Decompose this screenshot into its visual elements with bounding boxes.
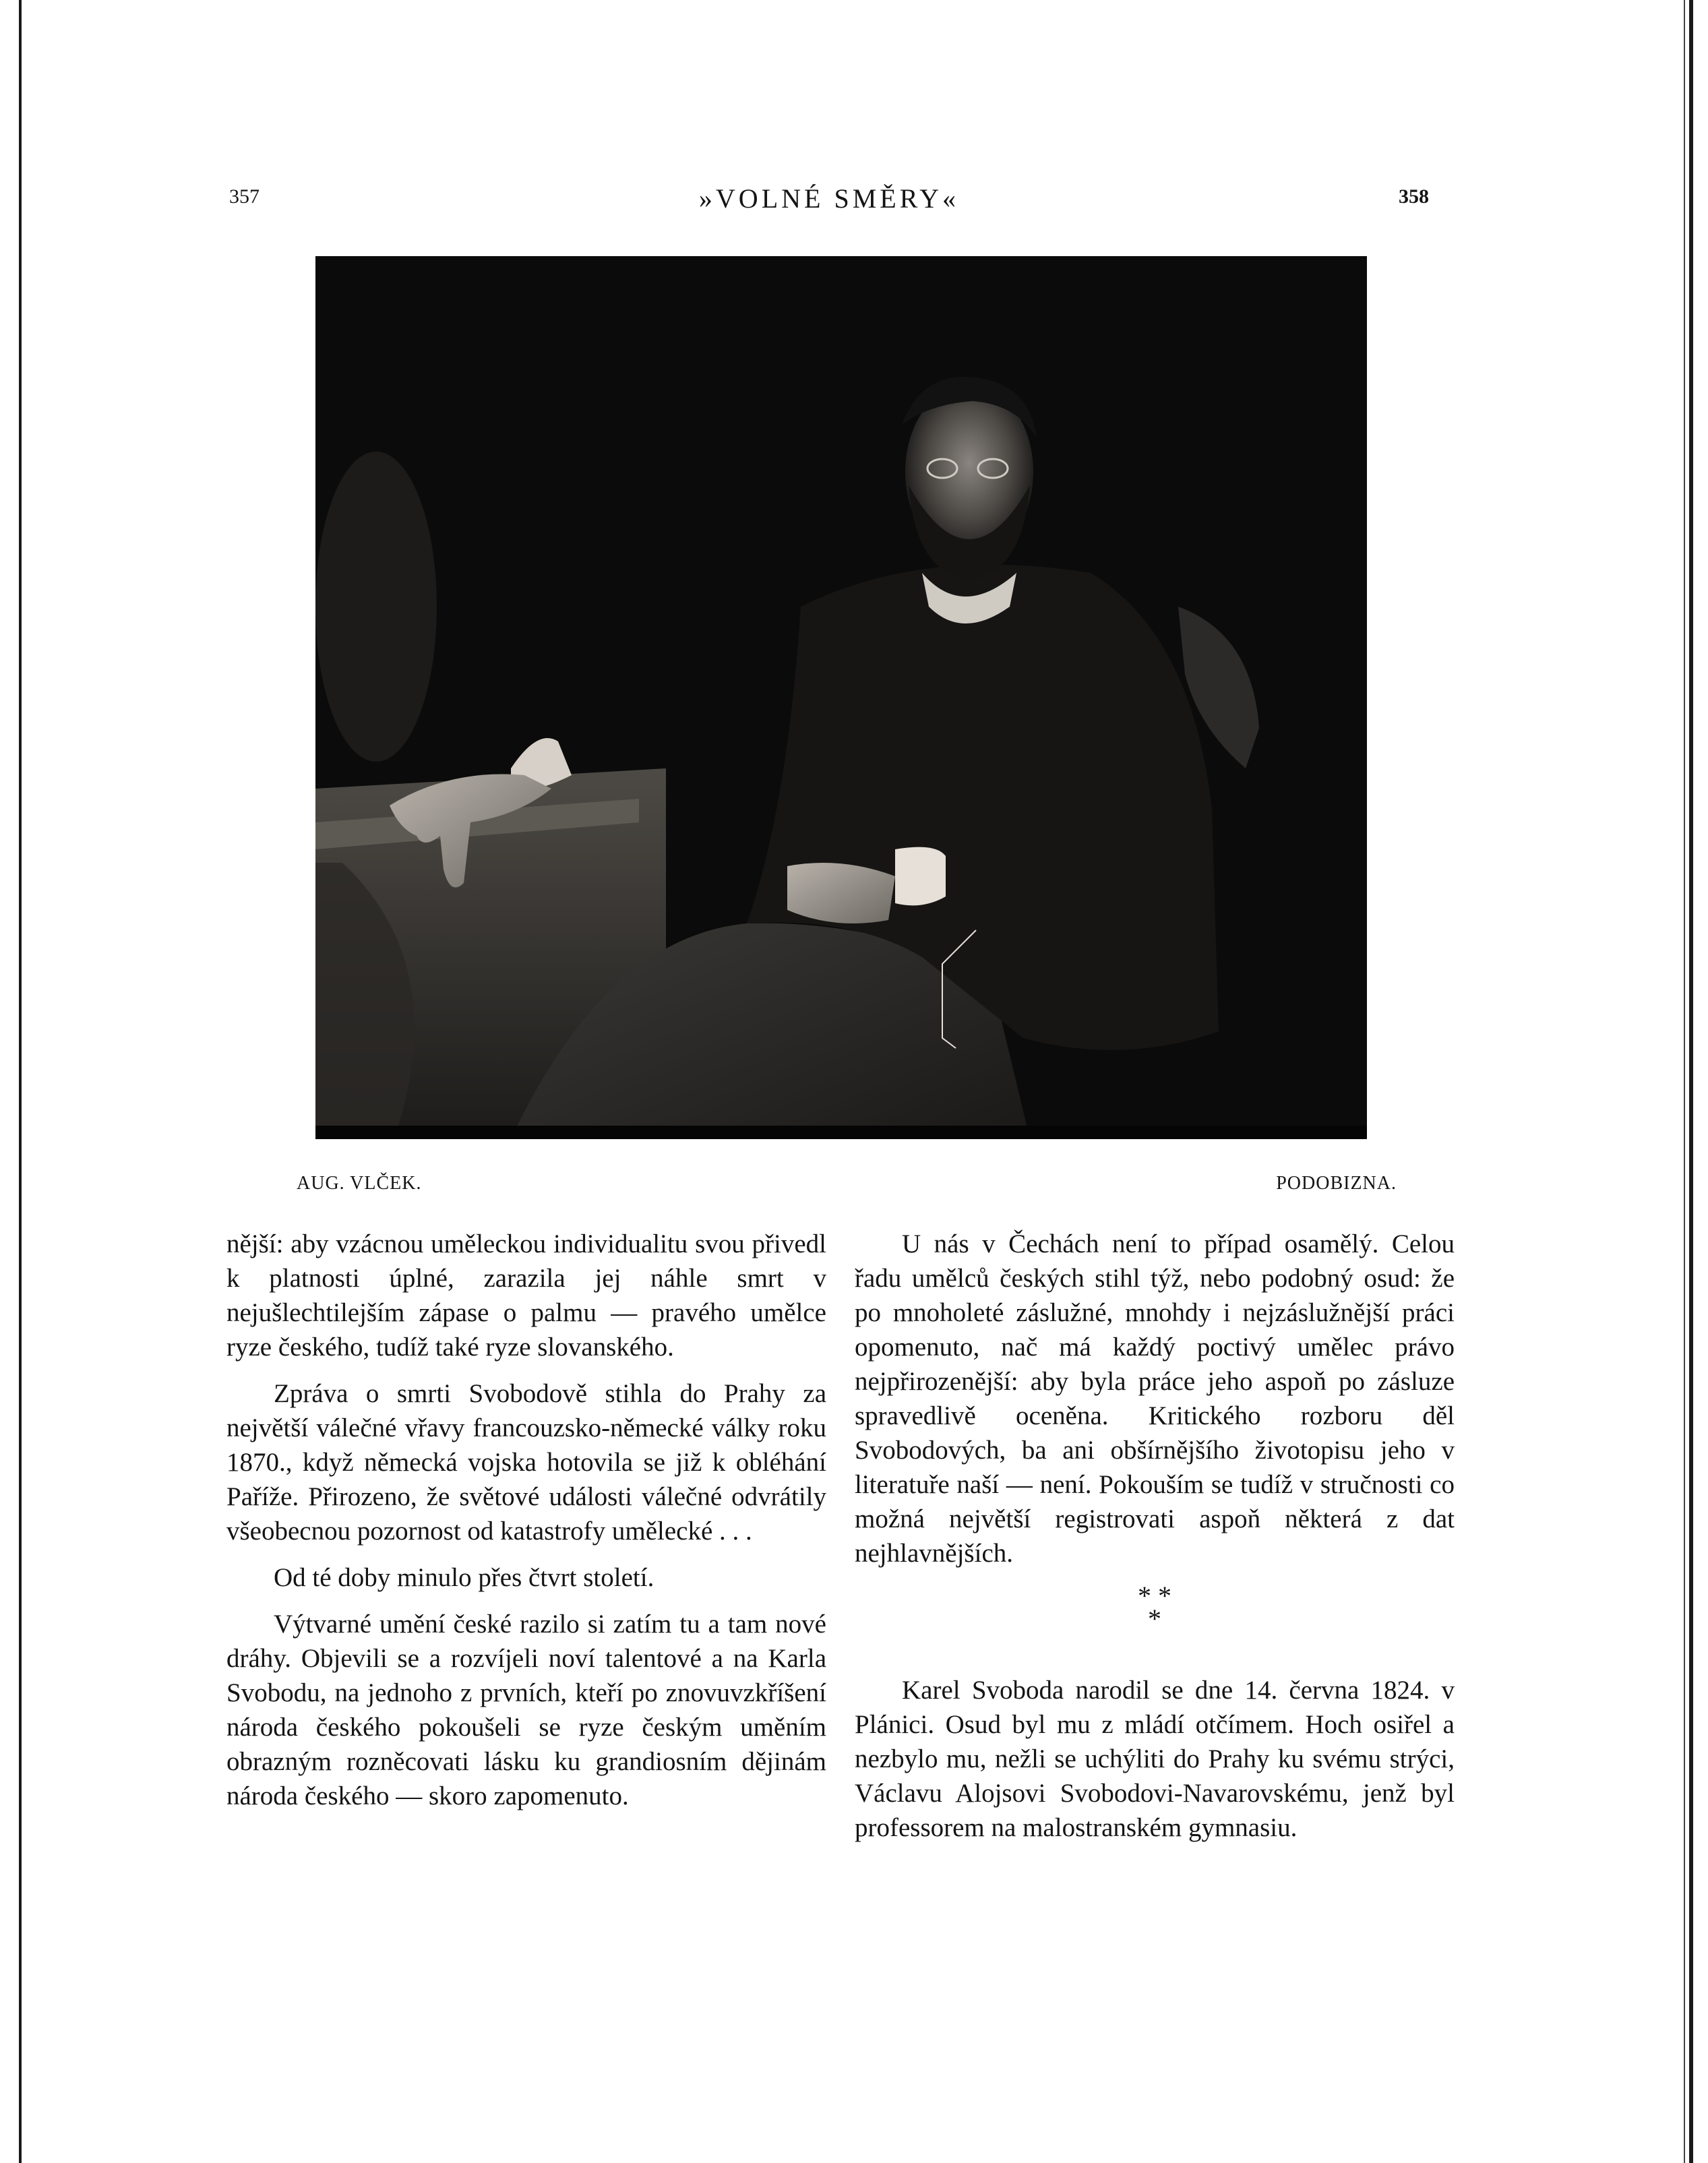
portrait-image	[315, 256, 1367, 1139]
paragraph: nější: aby vzácnou uměleckou individualitu svou přivedl k platnosti úplné, zarazila jej náhle smrt v nejušlechtilejším zápase o palmu — pravého umělce ryze českého, tudíž také ryze slovanského.	[226, 1229, 826, 1362]
scan-edge-inner	[1684, 0, 1685, 2163]
paragraph: Výtvarné umění české razilo si zatím tu a tam nové dráhy. Objevili se a rozvíjeli noví talentové a na Karla Svobodu, na jednoho z prvních, kteří po znovuvzkříšení národa českého pokoušeli se ryze českým uměním obrazným rozněcovati lásku ku grandiosním dějinám národa českého — skoro zapomenuto.	[226, 1610, 826, 1810]
caption-artist: AUG. VLČEK.	[297, 1173, 422, 1194]
paragraph: Zpráva o smrti Svobodově stihla do Prahy za největší válečné vřavy francouzsko-německé války roku 1870., když německá vojska hotovila se již k obléhání Paříže. Přirozeno, že světové události válečné odvrátily všeobecnou pozornost od katastrofy umělecké . . .	[226, 1379, 826, 1546]
divider-stars-bottom: *	[1148, 1604, 1161, 1634]
left-column	[226, 1227, 826, 1825]
paragraph: Od té doby minulo přes čtvrt století.	[274, 1563, 654, 1592]
scan-edge	[1689, 0, 1693, 2163]
section-divider	[855, 1583, 1455, 1633]
page-number-left: 357	[229, 185, 260, 208]
page-number-right: 358	[1399, 185, 1429, 208]
paragraph: U nás v Čechách není to případ osamělý. Celou řadu umělců českých stihl týž, nebo podobný osud: že po mnoholeté záslužné, mnohdy i nejzáslužnější práci opomenuto, nač má každý poctivý umělec právo nejpřirozenější: aby byla práce jeho aspoň po zásluze spravedlivě oceněna. Kritického rozboru děl Svobodových, ba ani obšírnějšího životopisu jeho v literatuře naší — není. Pokouším se tudíž v stručnosti co možná největší registrovati aspoň některá z dat nejhlavnějších.	[855, 1229, 1455, 1568]
caption-title: PODOBIZNA.	[1276, 1173, 1397, 1194]
paragraph: Karel Svoboda narodil se dne 14. června 1824. v Plánici. Osud byl mu z mládí otčímem. Hoch osiřel a nezbylo mu, nežli se uchýliti do Prahy ku svému strýci, Václavu Alojsovi Svobodovi-Navarovskému, jenž byl professorem na malostranském gymnasiu.	[855, 1676, 1455, 1842]
divider-stars-top: * *	[1138, 1581, 1171, 1611]
running-header	[229, 185, 1429, 219]
portrait-plate	[315, 256, 1367, 1139]
journal-title: »VOLNÉ SMĚRY«	[698, 183, 960, 214]
right-column	[855, 1227, 1455, 1857]
